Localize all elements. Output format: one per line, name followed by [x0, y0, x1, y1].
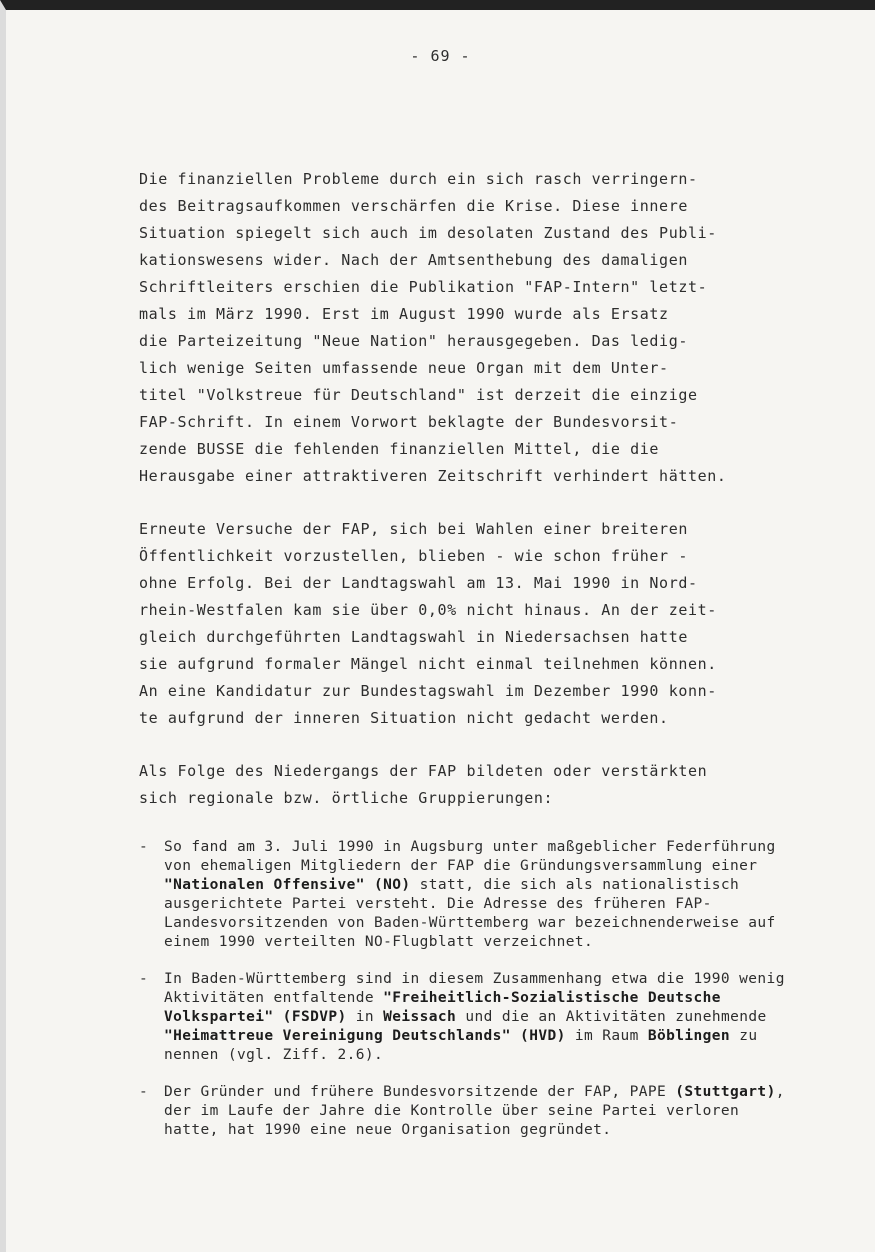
- bold-text: "Heimattreue Vereinigung Deutschlands" (HVD): [164, 1028, 566, 1044]
- bullet-dash: -: [139, 1084, 149, 1100]
- text-run: Der Gründer und frühere Bundesvorsitzende der FAP, PAPE: [164, 1084, 676, 1100]
- bold-text: Weissach: [383, 1009, 457, 1025]
- text-run: in: [346, 1009, 384, 1025]
- bullet-text: [164, 971, 785, 1063]
- text-run: , der im Laufe der Jahre die Kontrolle über seine Partei verloren hatte, hat 1990 eine neue Organisation gegründet.: [164, 1084, 785, 1138]
- bullet-item: [139, 970, 799, 1065]
- bold-text: "Freiheitlich-Sozialistische Deutsche Volkspartei" (FSDVP): [164, 990, 721, 1025]
- paragraph: Als Folge des Niedergangs der FAP bildeten oder verstärkten sich regionale bzw. örtliche Gruppierungen:: [139, 762, 708, 807]
- text-run: zu nennen (vgl. Ziff. 2.6).: [164, 1028, 758, 1063]
- bullet-text: [164, 839, 776, 950]
- bullet-dash: -: [139, 839, 149, 855]
- bold-text: (Stuttgart): [675, 1084, 776, 1100]
- text-run: So fand am 3. Juli 1990 in Augsburg unter maßgeblicher Federführung von ehemaligen Mitgliedern der FAP die Gründungsversammlung einer: [164, 839, 776, 874]
- bullet-item: [139, 1083, 799, 1140]
- bullet-list: [139, 838, 799, 1140]
- paragraph: Die finanziellen Probleme durch ein sich rasch verringern- des Beitragsaufkommen verschärfen die Krise. Diese innere Situation spiegelt sich auch im desolaten Zustand des Publi- kationswesens wider. Nach der Amtsenthebung des damaligen Schriftleiters erschien die Publikation "FAP-Intern" letzt- mals im März 1990. Erst im August 1990 wurde als Ersatz die Parteizeitung "Neue Nation" herausgegeben. Das ledig- lich wenige Seiten umfassende neue Organ mit dem Unter- titel "Volkstreue für Deutschland" ist derzeit die einzige FAP-Schrift. In einem Vorwort beklagte der Bundesvorsit- zende BUSSE die fehlenden finanziellen Mittel, die die Herausgabe einer attraktiveren Zeitschrift verhindert hätten.: [139, 170, 727, 485]
- text-run: und die an Aktivitäten zunehmende: [456, 1009, 767, 1025]
- text-run: statt, die sich als nationalistisch ausgerichtete Partei versteht. Die Adresse des früheren FAP-Landesvorsitzenden von Baden-Württemberg war bezeichnenderweise auf einem 1990 verteilten NO-Flugblatt verzeichnet.: [164, 877, 776, 950]
- page-content: [139, 166, 799, 1158]
- bullet-dash: -: [139, 971, 149, 987]
- bullet-text: [164, 1084, 785, 1138]
- text-run: im Raum: [565, 1028, 648, 1044]
- paragraph: Erneute Versuche der FAP, sich bei Wahlen einer breiteren Öffentlichkeit vorzustellen, blieben - wie schon früher - ohne Erfolg. Bei der Landtagswahl am 13. Mai 1990 in Nord- rhein-Westfalen kam sie über 0,0% nicht hinaus. An der zeit- gleich durchgeführten Landtagswahl in Niedersachsen hatte sie aufgrund formaler Mängel nicht einmal teilnehmen können. An eine Kandidatur zur Bundestagswahl im Dezember 1990 konn- te aufgrund der inneren Situation nicht gedacht werden.: [139, 520, 717, 727]
- page-number: - 69 -: [410, 47, 471, 65]
- text-run: In Baden-Württemberg sind in diesem Zusammenhang etwa die 1990 wenig Aktivitäten entfaltende: [164, 971, 785, 1006]
- bold-text: Böblingen: [647, 1028, 731, 1044]
- bold-text: "Nationalen Offensive" (NO): [164, 877, 411, 893]
- bullet-item: [139, 838, 799, 952]
